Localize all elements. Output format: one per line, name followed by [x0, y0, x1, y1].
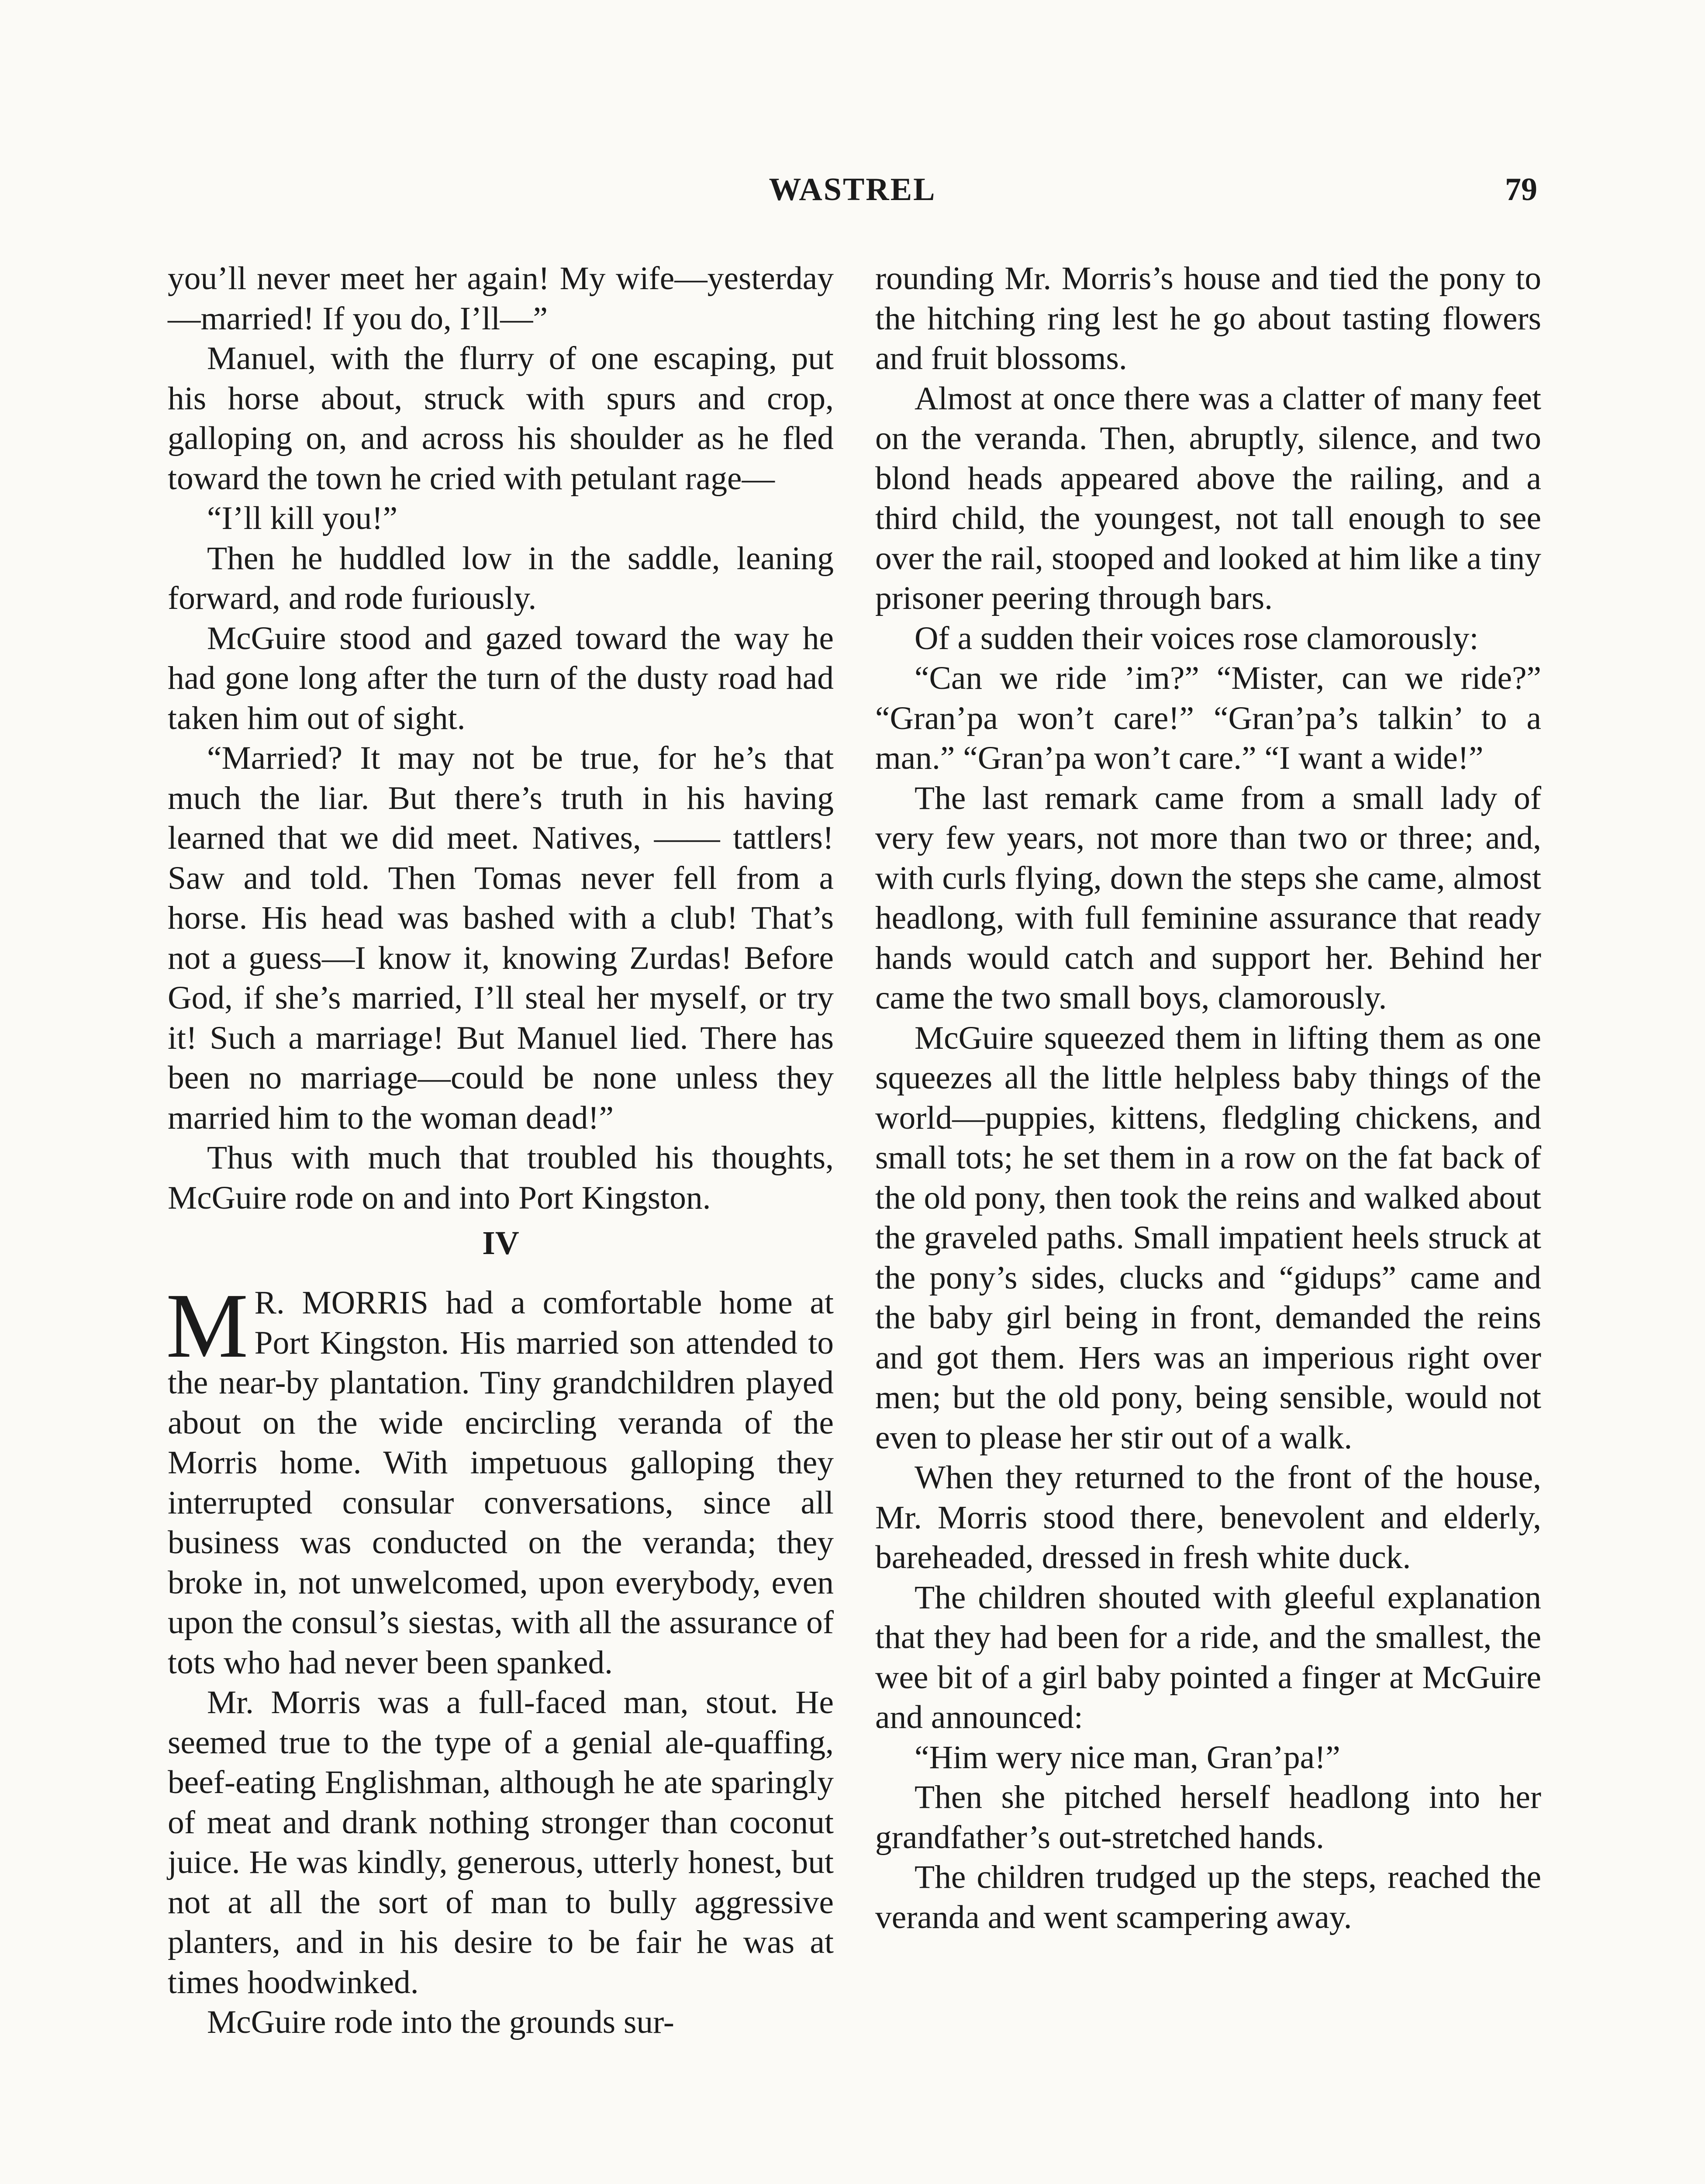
paragraph: McGuire stood and gazed toward the way he had gone long after the turn of the dusty road had taken him out of sight. — [168, 620, 834, 736]
paragraph-with-drop-cap — [166, 1274, 834, 1683]
paragraph: rounding Mr. Morris’s house and tied the pony to the hitching ring lest he go about tasting flowers and fruit blossoms. — [875, 260, 1541, 377]
paragraph: Almost at once there was a clatter of many feet on the veranda. Then, abruptly, silence, and two blond heads appeared above the railing, and a third child, the youngest, not tall enough to see over the rail, stooped and looked at him like a tiny prisoner peering through bars. — [875, 380, 1541, 616]
paragraph: Thus with much that troubled his thoughts, McGuire rode on and into Port Kingston. — [168, 1140, 834, 1216]
paragraph: “Married? It may not be true, for he’s that much the liar. But there’s truth in his having learned that we did meet. Natives, —— tattlers! Saw and told. Then Tomas never fell from a horse. His head was bashed with a club! That’s not a guess—I know it, knowing Zurdas! Before God, if she’s married, I’ll steal her myself, or try it! Such a marriage! But Manuel lied. There has been no marriage—could be none unless they married him to the woman dead!” — [168, 740, 834, 1136]
paragraph: The last remark came from a small lady of very few years, not more than two or three; and, with curls flying, down the steps she came, almost headlong, with full feminine assurance that ready hands would catch and support her. Behind her came the two small boys, clamorously. — [875, 780, 1541, 1016]
paragraph: The children shouted with gleeful explanation that they had been for a ride, and the smallest, the wee bit of a girl baby pointed a finger at McGuire and announced: — [875, 1579, 1541, 1735]
paragraph: When they returned to the front of the house, Mr. Morris stood there, benevolent and elderly, bareheaded, dressed in fresh white duck. — [875, 1459, 1541, 1576]
page-number: 79 — [1505, 172, 1537, 207]
running-head — [168, 171, 1537, 219]
paragraph: Of a sudden their voices rose clamorously: — [915, 620, 1479, 657]
right-column — [875, 259, 1541, 1937]
left-column — [168, 259, 834, 2042]
paragraph: you’ll never meet her again! My wife—yesterday—married! If you do, I’ll—” — [168, 260, 834, 337]
paragraph: Then she pitched herself headlong into her grandfather’s out-stretched hands. — [875, 1779, 1541, 1856]
paragraph: McGuire squeezed them in lifting them as one squeezes all the little helpless baby things of the world—puppies, kittens, fledgling chickens, and small tots; he set them in a row on the fat back of the old pony, then took the reins and walked about the graveled paths. Small impatient heels struck at the pony’s sides, clucks and “gidups” came and the baby girl being in front, demanded the reins and got them. Hers was an imperious right over men; but the old pony, being sensible, would not even to please her stir out of a walk. — [875, 1019, 1541, 1456]
paragraph: Mr. Morris was a full-faced man, stout. He seemed true to the type of a genial ale-quaffing, beef-eating Englishman, although he ate sparingly of meat and drank nothing stronger than coconut juice. He was kindly, generous, utterly honest, but not at all the sort of man to bully aggressive planters, and in his desire to be fair he was at times hoodwinked. — [168, 1684, 834, 2001]
paragraph: Then he huddled low in the saddle, leaning forward, and rode furiously. — [168, 540, 834, 616]
paragraph: “I’ll kill you!” — [207, 500, 398, 536]
running-head-title: WASTREL — [769, 172, 936, 207]
paragraph: Manuel, with the flurry of one escaping, put his horse about, struck with spurs and crop, galloping on, and across his shoulder as he fled toward the town he cried with petulant rage— — [168, 340, 834, 497]
paragraph: McGuire rode into the grounds sur- — [207, 2004, 674, 2040]
paragraph: The children trudged up the steps, reached the veranda and went scampering away. — [875, 1859, 1541, 1935]
drop-cap: M — [166, 1274, 249, 1377]
section-heading: IV — [482, 1225, 519, 1261]
paragraph: “Him wery nice man, Gran’pa!” — [915, 1739, 1340, 1776]
paragraph: “Can we ride ’im?” “Mister, can we ride?” “Gran’pa won’t care!” “Gran’pa’s talkin’ to a man.” “Gran’pa won’t care.” “I want a wide!” — [875, 660, 1541, 776]
paragraph-text: R. MORRIS had a comfortable home at Port Kingston. His married son attended to the near-by plantation. Tiny grandchildren played about on the wide encircling veranda of the Morris home. With impetuous galloping they interrupted consular conversations, since all business was conducted on the veranda; they broke in, not unwelcomed, upon everybody, even upon the consul’s siestas, with all the assurance of tots who had never been spanked. — [168, 1285, 834, 1681]
